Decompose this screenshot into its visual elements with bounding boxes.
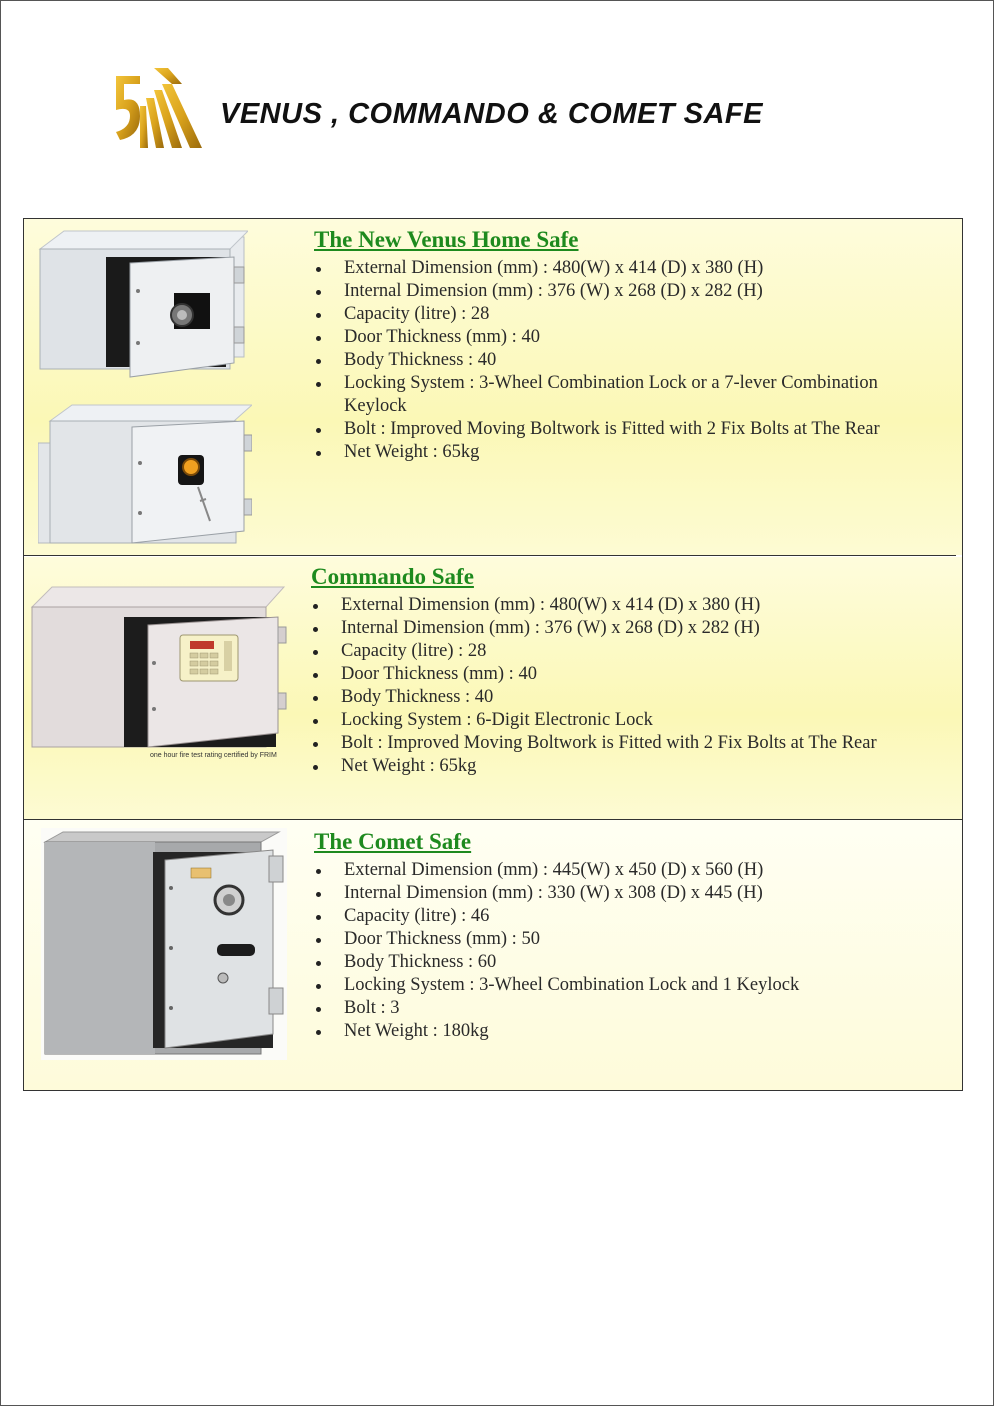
venus-safe-keylock-image — [38, 403, 252, 547]
section-divider — [24, 555, 956, 556]
spec-item: Net Weight : 180kg — [314, 1020, 944, 1043]
spec-item: External Dimension (mm) : 480(W) x 414 (D) x 380 (H) — [314, 257, 944, 280]
spec-item: Net Weight : 65kg — [311, 755, 951, 778]
spec-item: Internal Dimension (mm) : 376 (W) x 268 (D) x 282 (H) — [311, 617, 951, 640]
spec-item: Door Thickness (mm) : 50 — [314, 928, 944, 951]
spec-item: Locking System : 6-Digit Electronic Lock — [311, 709, 951, 732]
spec-list-venus — [314, 257, 944, 464]
spec-list-comet — [314, 859, 944, 1043]
document-title: VENUS , COMMANDO & COMET SAFE — [220, 98, 763, 130]
product-section-commando — [24, 557, 962, 819]
product-section-comet — [24, 820, 962, 1090]
spec-item: Bolt : Improved Moving Boltwork is Fitted with 2 Fix Bolts at The Rear — [311, 732, 951, 755]
spec-item: Internal Dimension (mm) : 330 (W) x 308 (D) x 445 (H) — [314, 882, 944, 905]
spec-item: External Dimension (mm) : 480(W) x 414 (D) x 380 (H) — [311, 594, 951, 617]
product-section-venus — [24, 219, 962, 555]
spec-item: Locking System : 3-Wheel Combination Lock or a 7-lever Combination Keylock — [314, 372, 944, 418]
spec-item: Capacity (litre) : 46 — [314, 905, 944, 928]
product-title-comet: The Comet Safe — [314, 829, 472, 854]
commando-safe-image — [30, 581, 288, 751]
product-frame — [23, 218, 963, 1091]
spec-item: Bolt : Improved Moving Boltwork is Fitted with 2 Fix Bolts at The Rear — [314, 418, 944, 441]
product-title-commando: Commando Safe — [311, 564, 474, 589]
spec-item: Locking System : 3-Wheel Combination Lock and 1 Keylock — [314, 974, 944, 997]
spec-item: Door Thickness (mm) : 40 — [311, 663, 951, 686]
spec-item: Internal Dimension (mm) : 376 (W) x 268 (D) x 282 (H) — [314, 280, 944, 303]
fire-rating-caption: one hour fire test rating certified by FRIM — [150, 752, 277, 759]
venus-safe-dial-image — [34, 227, 248, 379]
spec-list-commando — [311, 594, 951, 778]
company-logo — [110, 62, 206, 150]
spec-item: Door Thickness (mm) : 40 — [314, 326, 944, 349]
spec-item: Body Thickness : 40 — [311, 686, 951, 709]
spec-item: Body Thickness : 40 — [314, 349, 944, 372]
spec-item: Capacity (litre) : 28 — [311, 640, 951, 663]
spec-item: Net Weight : 65kg — [314, 441, 944, 464]
spec-item: Body Thickness : 60 — [314, 951, 944, 974]
comet-safe-image — [41, 828, 287, 1060]
product-title-venus: The New Venus Home Safe — [314, 227, 579, 252]
spec-item: External Dimension (mm) : 445(W) x 450 (D) x 560 (H) — [314, 859, 944, 882]
spec-item: Bolt : 3 — [314, 997, 944, 1020]
spec-item: Capacity (litre) : 28 — [314, 303, 944, 326]
